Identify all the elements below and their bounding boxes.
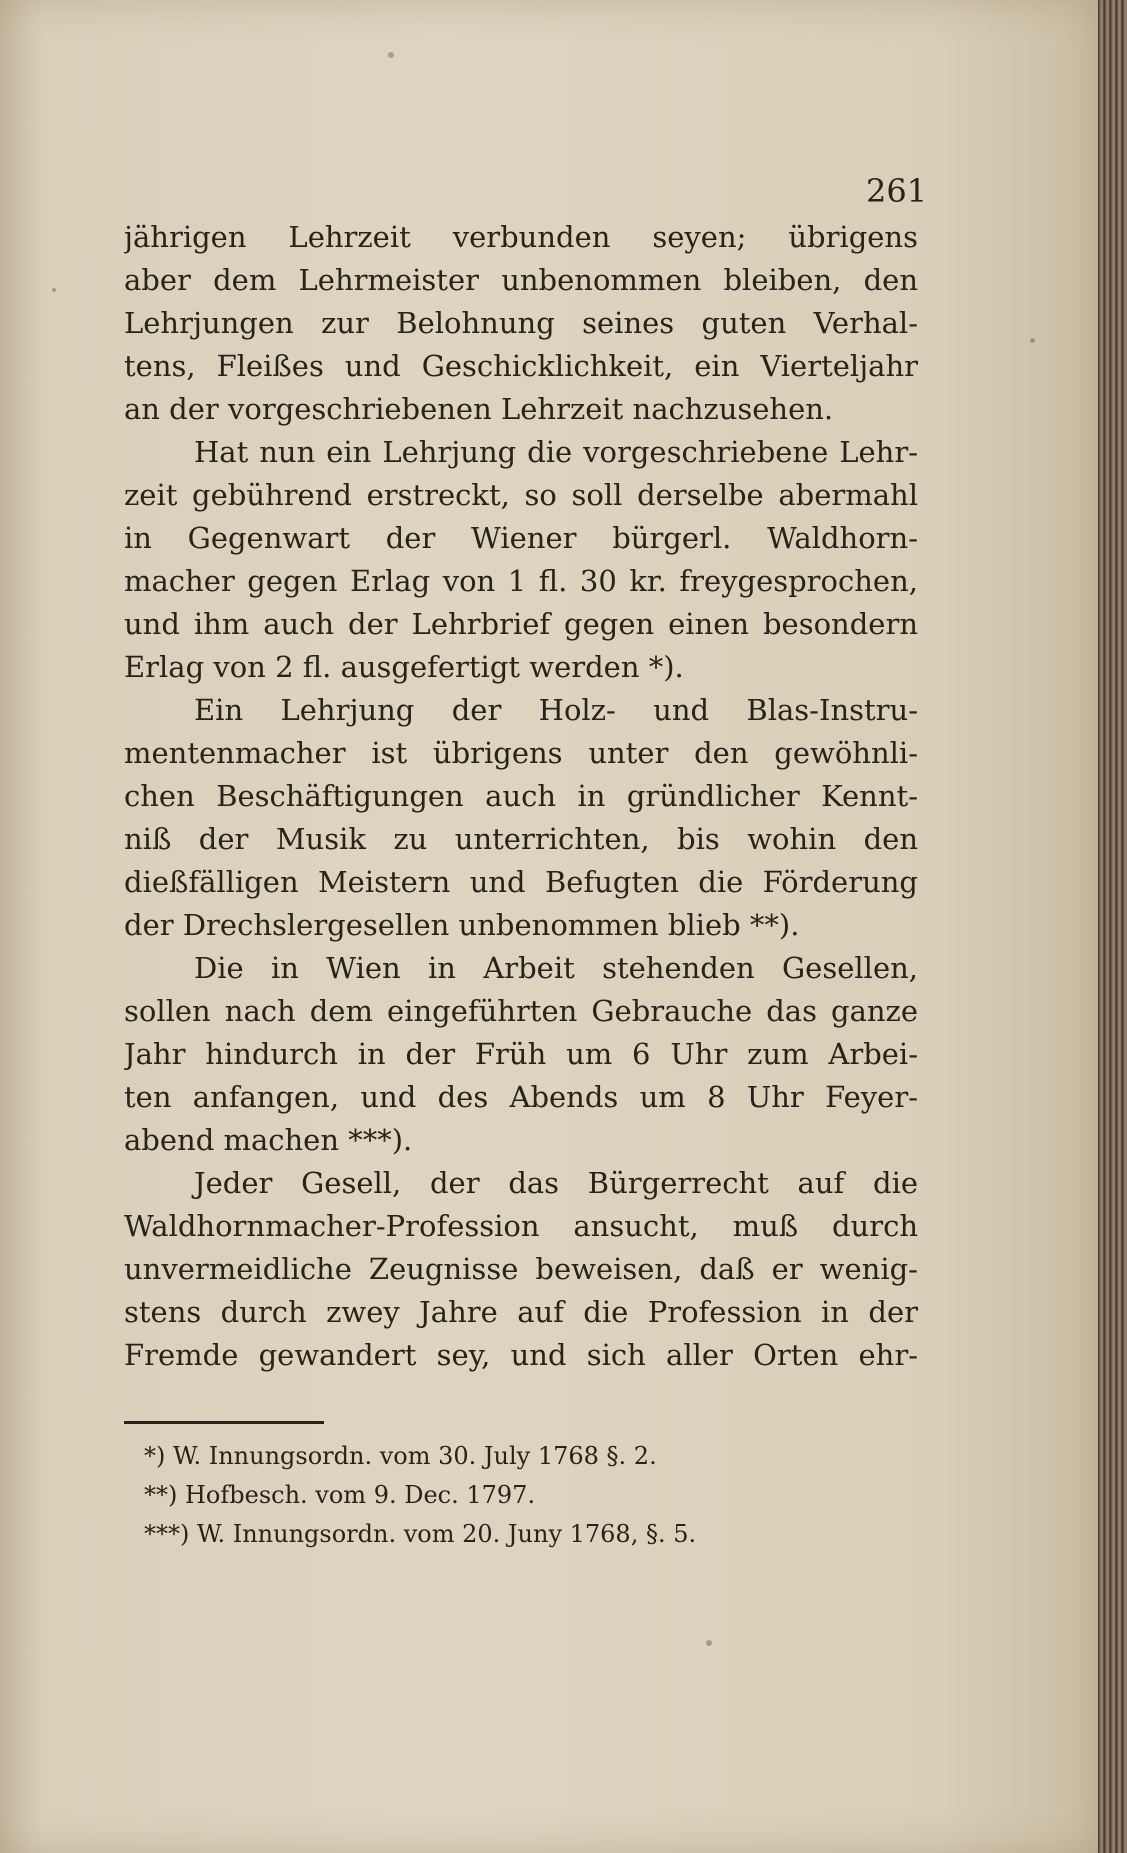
text-line: an der vorgeschriebenen Lehrzeit nachzusehen. xyxy=(124,392,834,426)
text-line: stens durch zwey Jahre auf die Profession in der xyxy=(124,1295,918,1329)
text-line: der Drechslergesellen unbenommen blieb **). xyxy=(124,908,800,942)
paper-spot xyxy=(388,52,394,58)
text-line: jährigen Lehrzeit verbunden seyen; übrigens xyxy=(124,220,918,254)
paper-spot xyxy=(52,288,56,292)
text-line: Jeder Gesell, der das Bürgerrecht auf die xyxy=(194,1166,918,1200)
text-line: Hat nun ein Lehrjung die vorgeschriebene Lehr- xyxy=(194,435,918,469)
text-line: in Gegenwart der Wiener bürgerl. Waldhorn- xyxy=(124,521,918,555)
text-line: macher gegen Erlag von 1 fl. 30 kr. freygesprochen, xyxy=(124,564,918,598)
footnote: **) Hofbesch. vom 9. Dec. 1797. xyxy=(144,1481,536,1509)
text-line: niß der Musik zu unterrichten, bis wohin den xyxy=(124,822,918,856)
text-line: Fremde gewandert sey, und sich aller Orten ehr- xyxy=(124,1338,918,1372)
text-line: dießfälligen Meistern und Befugten die Förderung xyxy=(124,865,918,899)
text-line: zeit gebührend erstreckt, so soll derselbe abermahl xyxy=(124,478,918,512)
paper-spot xyxy=(706,1640,712,1646)
page-edge xyxy=(1098,0,1127,1853)
footnote: ***) W. Innungsordn. vom 20. Juny 1768, §. 5. xyxy=(144,1520,697,1548)
text-line: Waldhornmacher-Profession ansucht, muß durch xyxy=(124,1209,918,1243)
text-line: Erlag von 2 fl. ausgefertigt werden *). xyxy=(124,650,684,684)
text-line: Die in Wien in Arbeit stehenden Gesellen, xyxy=(194,951,918,985)
text-line: Ein Lehrjung der Holz- und Blas-Instru- xyxy=(194,693,918,727)
text-line: tens, Fleißes und Geschicklichkeit, ein Vierteljahr xyxy=(124,349,918,383)
text-line: Lehrjungen zur Belohnung seines guten Verhal- xyxy=(124,306,918,340)
page-number: 261 xyxy=(866,172,928,210)
text-line: Jahr hindurch in der Früh um 6 Uhr zum Arbei- xyxy=(124,1037,918,1071)
footnotes xyxy=(144,1437,904,1554)
footnote: *) W. Innungsordn. vom 30. July 1768 §. 2. xyxy=(144,1442,657,1470)
text-line: sollen nach dem eingeführten Gebrauche das ganze xyxy=(124,994,918,1028)
text-line: und ihm auch der Lehrbrief gegen einen besondern xyxy=(124,607,918,641)
text-line: unvermeidliche Zeugnisse beweisen, daß er wenig- xyxy=(124,1252,918,1286)
body-text xyxy=(124,216,918,1377)
text-line: mentenmacher ist übrigens unter den gewöhnli- xyxy=(124,736,918,770)
text-line: abend machen ***). xyxy=(124,1123,413,1157)
footnote-separator xyxy=(124,1421,324,1424)
text-line: ten anfangen, und des Abends um 8 Uhr Feyer- xyxy=(124,1080,918,1114)
text-line: chen Beschäftigungen auch in gründlicher Kennt- xyxy=(124,779,918,813)
paper-spot xyxy=(1030,338,1035,343)
text-line: aber dem Lehrmeister unbenommen bleiben, den xyxy=(124,263,918,297)
